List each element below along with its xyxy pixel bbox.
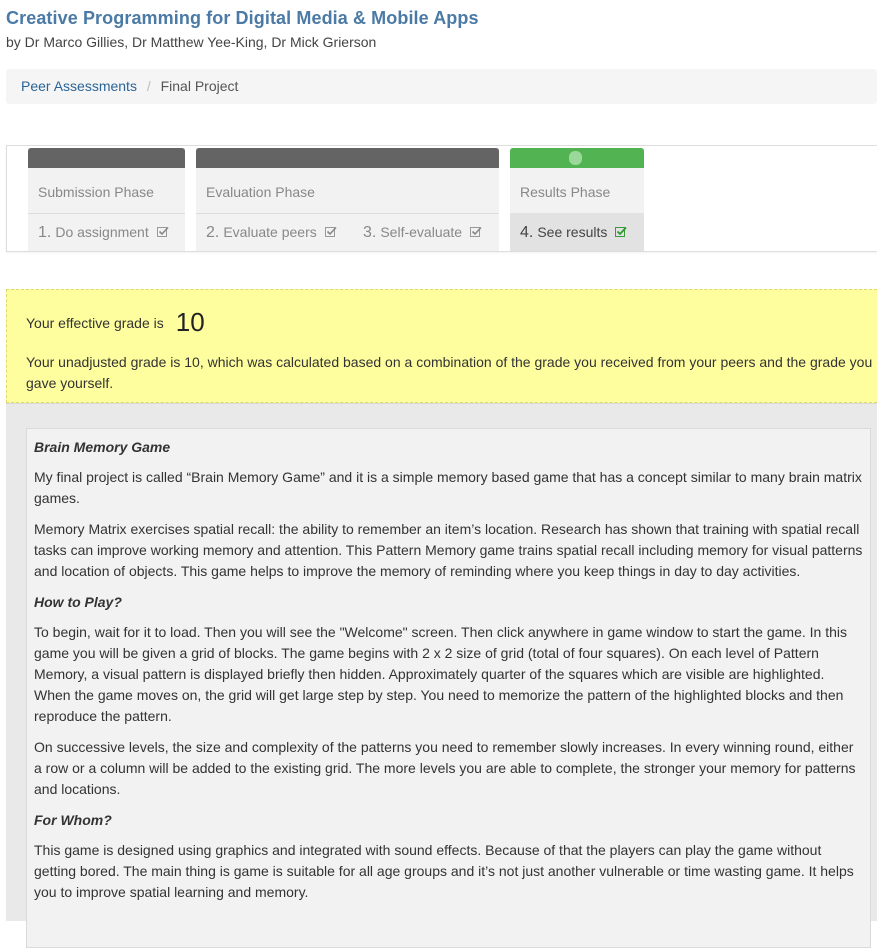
grade-summary xyxy=(6,289,877,403)
effective-grade-label: Your effective grade is xyxy=(26,315,164,331)
breadcrumb xyxy=(6,69,877,104)
course-title: Creative Programming for Digital Media & Mobile Apps xyxy=(6,8,479,28)
submission-panel xyxy=(6,403,877,921)
phase-evaluation-bar xyxy=(196,148,499,168)
step-self-evaluate[interactable] xyxy=(363,224,482,242)
step-see-results[interactable] xyxy=(520,224,627,242)
phase-evaluation-label: Evaluation Phase xyxy=(206,184,315,200)
paragraph: Memory Matrix exercises spatial recall: the ability to remember an item’s location. Research has shown that training with spatial recall tasks can improve working memory and attention. This Pattern Memory game trains spatial recall including memory for visual patterns and location of objects. This game helps to improve the memory of reminding where you keep things in day to day activities. xyxy=(34,521,863,579)
grade-explanation: Your unadjusted grade is 10, which was calculated based on a combination of the grade you received from your peers and the grade you gave yourself. xyxy=(26,354,873,391)
phase-evaluation xyxy=(196,148,499,251)
step-label: Self-evaluate xyxy=(380,224,463,240)
phase-results-bar xyxy=(510,148,644,168)
paragraph: On successive levels, the size and complexity of the patterns you need to remember slowly increases. In every winning round, either a row or a column will be added to the existing grid. The more levels you are able to complete, the stronger your memory for patterns and locations. xyxy=(34,739,856,797)
checkbox-checked-icon xyxy=(325,226,337,238)
step-number: 3. xyxy=(363,224,377,241)
step-do-assignment[interactable] xyxy=(38,224,169,242)
course-byline: by Dr Marco Gillies, Dr Matthew Yee-King, Dr Mick Grierson xyxy=(6,34,377,50)
section-heading: How to Play? xyxy=(34,594,122,610)
step-label: See results xyxy=(537,224,608,240)
phase-divider xyxy=(196,213,499,214)
phase-submission-label: Submission Phase xyxy=(38,184,154,200)
effective-grade-value: 10 xyxy=(175,307,205,337)
phase-results xyxy=(510,148,644,251)
phase-results-label: Results Phase xyxy=(520,184,611,200)
checkbox-checked-icon xyxy=(157,226,169,238)
section-heading: For Whom? xyxy=(34,812,112,828)
phase-submission-bar xyxy=(28,148,185,168)
current-phase-indicator xyxy=(569,151,582,165)
checkbox-checked-icon xyxy=(615,226,627,238)
phase-progress-bar xyxy=(6,145,877,252)
step-evaluate-peers[interactable] xyxy=(206,224,337,242)
step-number: 4. xyxy=(520,224,534,241)
step-label: Do assignment xyxy=(55,224,149,240)
breadcrumb-separator: / xyxy=(146,78,151,94)
breadcrumb-current: Final Project xyxy=(160,78,239,94)
submission-content[interactable] xyxy=(26,428,871,948)
effective-grade-line xyxy=(26,307,205,338)
paragraph: My final project is called “Brain Memory Game” and it is a simple memory based game that has a concept similar to many brain matrix games. xyxy=(34,469,862,506)
paragraph: This game is designed using graphics and integrated with sound effects. Because of that the players can play the game without getting bored. The main thing is game is suitable for all age groups and it’s not just another vulnerable or time wasting game. It helps you to improve spatial learning and memory. xyxy=(34,842,854,900)
checkbox-checked-icon xyxy=(470,226,482,238)
breadcrumb-peer-assessments-link[interactable]: Peer Assessments xyxy=(21,78,137,94)
step-number: 2. xyxy=(206,224,220,241)
step-number: 1. xyxy=(38,224,52,241)
phase-submission xyxy=(28,148,185,251)
step-label: Evaluate peers xyxy=(223,224,317,240)
section-heading: Brain Memory Game xyxy=(34,439,171,455)
phase-divider xyxy=(28,213,185,214)
paragraph: To begin, wait for it to load. Then you will see the "Welcome" screen. Then click anywhere in game window to start the game. In this game you will be given a grid of blocks. The game begins with 2 x 2 size of grid (total of four squares). On each level of Pattern Memory, a visual pattern is displayed briefly then hidden. Approximately quarter of the squares which are visible are highlighted. When the game moves on, the grid will get large step by step. You need to memorize the pattern of the highlighted blocks and then reproduce the pattern. xyxy=(34,624,848,724)
